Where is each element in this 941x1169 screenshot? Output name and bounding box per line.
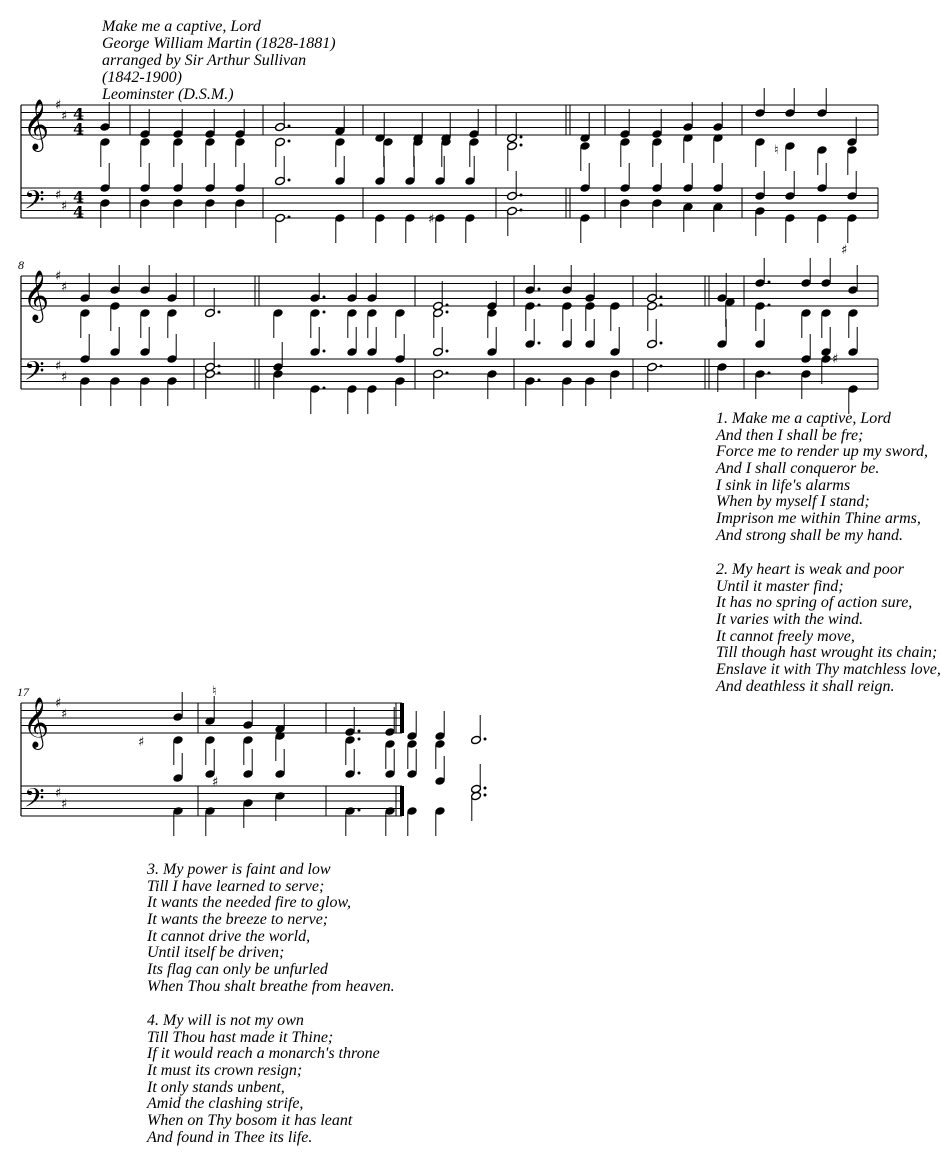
verse-line: And deathless it shall reign. (716, 677, 895, 695)
measure-number-system-2: 8 (18, 258, 24, 272)
key-sharp-icon: ♯ (61, 109, 68, 124)
verse-line: If it would reach a monarch's throne (147, 1045, 380, 1063)
verse-line: I sink in life's alarms (716, 476, 851, 494)
sharp-sign-icon: ♯ (138, 735, 145, 750)
augmentation-dot (218, 372, 221, 375)
augmentation-dot (484, 738, 487, 741)
bass-clef-icon: 𝄢 (24, 184, 45, 222)
verse-line: Its flag can only be unfurled (147, 961, 328, 979)
bass-clef-icon: 𝄢 (24, 355, 45, 393)
verse-2 (716, 561, 941, 696)
key-sharp-icon: ♯ (61, 797, 68, 812)
augmentation-dot (446, 311, 449, 314)
verse-line: It cannot drive the world, (147, 927, 311, 945)
augmentation-dot (660, 296, 663, 299)
verse-line: It cannot freely move, (716, 627, 855, 645)
verse-line: And I shall conqueror be. (716, 460, 880, 478)
time-signature-top: 4 (73, 187, 85, 207)
verse-line: It wants the breeze to nerve; (147, 911, 329, 929)
arranger-dates: (1842-1900) (102, 69, 182, 86)
augmentation-dot (288, 140, 291, 143)
verse-line: Force me to render up my sword, (716, 443, 928, 461)
verse-line: Until it master find; (716, 577, 844, 595)
verse-line: Imprison me within Thine arms, (716, 510, 921, 528)
augmentation-dot (323, 311, 326, 314)
hymn-title: Make me a captive, Lord (102, 18, 261, 35)
verse-4 (147, 1013, 380, 1147)
sharp-sign-icon: ♯ (841, 243, 848, 258)
verse-line: Until itself be driven; (147, 944, 285, 962)
augmentation-dot (323, 350, 326, 353)
key-sharp-icon: ♯ (55, 696, 62, 711)
composer-credit: George William Martin (1828-1881) (102, 35, 336, 52)
augmentation-dot (218, 365, 221, 368)
time-signature-top: 4 (73, 104, 85, 124)
time-signature-bottom: 4 (73, 202, 85, 222)
verse-line: And found in Thee its life. (147, 1128, 313, 1146)
verse-line: 1. Make me a captive, Lord (716, 410, 891, 427)
augmentation-dot (484, 787, 487, 790)
augmentation-dot (358, 730, 361, 733)
verse-1 (716, 410, 928, 545)
verse-line: 2. My heart is weak and poor (716, 561, 904, 578)
augmentation-dot (768, 372, 771, 375)
verse-line: It must its crown resign; (147, 1062, 303, 1080)
augmentation-dot (520, 144, 523, 147)
augmentation-dot (446, 350, 449, 353)
treble-clef-icon: 𝄞 (23, 270, 50, 321)
augmentation-dot (288, 125, 291, 128)
sharp-sign-icon: ♯ (832, 352, 839, 367)
treble-clef-icon: 𝄞 (23, 99, 50, 150)
augmentation-dot (323, 296, 326, 299)
augmentation-dot (520, 194, 523, 197)
treble-clef-icon: 𝄞 (23, 697, 50, 748)
augmentation-dot (288, 179, 291, 182)
tune-name: Leominster (D.S.M.) (102, 86, 234, 103)
key-sharp-icon: ♯ (55, 98, 62, 113)
verse-line: Enslave it with Thy matchless love, (716, 661, 941, 679)
verse-line: It only stands unbent, (147, 1078, 285, 1096)
augmentation-dot (538, 304, 541, 307)
key-sharp-icon: ♯ (55, 786, 62, 801)
augmentation-dot (446, 304, 449, 307)
verse-line: Amid the clashing strife, (147, 1095, 304, 1113)
key-sharp-icon: ♯ (61, 707, 68, 722)
verse-line: Till I have learned to serve; (147, 877, 325, 895)
verse-line: Till though hast wrought its chain; (716, 644, 938, 662)
augmentation-dot (538, 342, 541, 345)
verse-line: 4. My will is not my own (147, 1012, 304, 1029)
augmentation-dot (660, 365, 663, 368)
verse-line: And then I shall be fre; (716, 426, 864, 444)
augmentation-dot (358, 772, 361, 775)
verse-line: Till Thou hast made it Thine; (147, 1028, 334, 1046)
augmentation-dot (358, 809, 361, 812)
verse-line: It wants the needed fire to glow, (147, 894, 351, 912)
sharp-sign-icon: ♯ (428, 212, 435, 227)
key-sharp-icon: ♯ (61, 199, 68, 214)
key-sharp-icon: ♯ (55, 188, 62, 203)
arranger-credit: arranged by Sir Arthur Sullivan (102, 52, 307, 69)
augmentation-dot (538, 379, 541, 382)
key-sharp-icon: ♯ (55, 269, 62, 284)
augmentation-dot (218, 311, 221, 314)
sharp-sign-icon: ♯ (212, 775, 219, 790)
verse-line: When Thou shalt breathe from heaven. (147, 977, 395, 995)
augmentation-dot (768, 304, 771, 307)
augmentation-dot (358, 738, 361, 741)
verse-line: It varies with the wind. (716, 611, 864, 629)
augmentation-dot (538, 288, 541, 291)
augmentation-dot (660, 304, 663, 307)
key-sharp-icon: ♯ (61, 280, 68, 295)
bass-clef-icon: 𝄢 (24, 782, 45, 820)
verse-line: When on Thy bosom it has leant (147, 1112, 353, 1130)
augmentation-dot (484, 794, 487, 797)
verse-line: When by myself I stand; (716, 493, 870, 511)
augmentation-dot (520, 209, 523, 212)
augmentation-dot (446, 372, 449, 375)
key-sharp-icon: ♯ (61, 370, 68, 385)
key-sharp-icon: ♯ (55, 359, 62, 374)
time-signature-bottom: 4 (73, 119, 85, 139)
augmentation-dot (768, 281, 771, 284)
verse-line: It has no spring of action sure, (716, 594, 913, 612)
augmentation-dot (660, 342, 663, 345)
natural-sign-icon: ♮ (212, 684, 217, 699)
augmentation-dot (288, 216, 291, 219)
verse-line: And strong shall be my hand. (716, 526, 903, 544)
verse-line: 3. My power is faint and low (147, 861, 331, 878)
measure-number-system-3: 17 (17, 685, 29, 699)
augmentation-dot (520, 136, 523, 139)
natural-sign-icon: ♮ (774, 143, 779, 158)
verse-3 (147, 862, 395, 996)
augmentation-dot (323, 387, 326, 390)
